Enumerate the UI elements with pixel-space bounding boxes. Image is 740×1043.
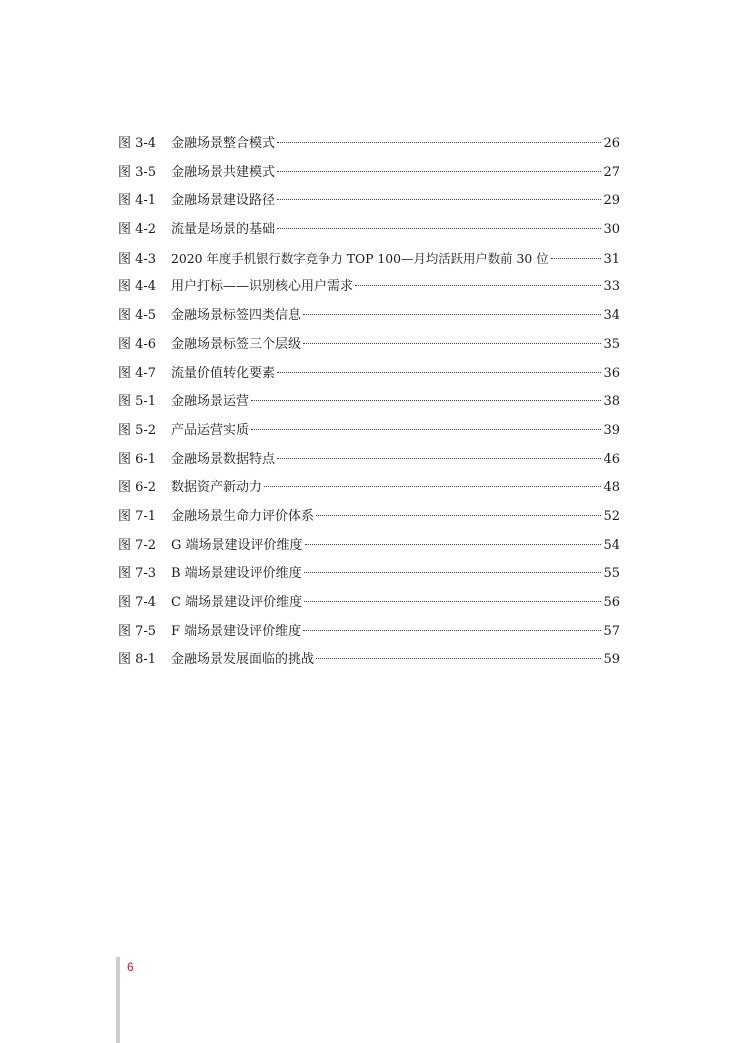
figure-page: 52 <box>603 508 620 524</box>
figure-list <box>118 130 620 675</box>
leader-dots <box>305 543 602 545</box>
leader-dots <box>277 141 601 143</box>
figure-page: 36 <box>603 365 620 381</box>
figure-title: 金融场景共建模式 <box>171 164 276 180</box>
figure-label: 图 4-7 <box>118 365 157 381</box>
figure-label: 图 8-1 <box>118 652 157 668</box>
figure-page: 54 <box>603 537 620 553</box>
figure-label: 图 4-3 <box>118 251 157 267</box>
figure-page: 59 <box>603 652 620 668</box>
toc-row[interactable] <box>118 388 620 417</box>
toc-row[interactable] <box>118 589 620 618</box>
toc-row[interactable] <box>118 273 620 302</box>
figure-label: 图 4-2 <box>118 222 157 238</box>
figure-page: 27 <box>603 164 620 180</box>
toc-row[interactable] <box>118 159 620 188</box>
figure-title: C 端场景建设评价维度 <box>171 595 303 610</box>
figure-title: F 端场景建设评价维度 <box>171 623 302 639</box>
figure-page: 38 <box>603 394 620 410</box>
figure-title: 产品运营实质 <box>171 422 250 438</box>
figure-page: 39 <box>603 422 620 438</box>
toc-row[interactable] <box>118 216 620 245</box>
leader-dots <box>303 342 601 344</box>
toc-row[interactable] <box>118 618 620 647</box>
toc-row[interactable] <box>118 302 620 331</box>
figure-label: 图 7-5 <box>118 623 157 639</box>
figure-page: 30 <box>603 222 620 238</box>
figure-title: 金融场景建设路径 <box>171 193 276 209</box>
figure-title: 流量价值转化要素 <box>171 365 276 381</box>
figure-label: 图 7-1 <box>118 508 157 524</box>
leader-dots <box>304 600 601 602</box>
figure-label: 图 3-4 <box>118 136 157 151</box>
toc-row[interactable] <box>118 532 620 561</box>
figure-page: 55 <box>603 566 620 582</box>
leader-dots <box>251 428 601 430</box>
toc-row[interactable] <box>118 560 620 589</box>
leader-dots <box>316 514 601 516</box>
figure-label: 图 4-4 <box>118 279 157 295</box>
leader-dots <box>251 399 601 401</box>
leader-dots <box>316 657 601 659</box>
figure-title: 流量是场景的基础 <box>171 222 276 238</box>
figure-label: 图 6-1 <box>118 451 157 467</box>
figure-page: 48 <box>603 480 620 496</box>
figure-title: 金融场景标签四类信息 <box>171 308 302 324</box>
figure-title: 金融场景发展面临的挑战 <box>171 652 315 668</box>
figure-label: 图 5-2 <box>118 422 157 438</box>
figure-page: 26 <box>603 136 620 151</box>
figure-page: 56 <box>603 595 620 610</box>
toc-row[interactable] <box>118 446 620 475</box>
figure-label: 图 7-4 <box>118 595 157 610</box>
figure-label: 图 4-5 <box>118 308 157 324</box>
leader-dots <box>264 485 601 487</box>
figure-title: G 端场景建设评价维度 <box>171 537 303 553</box>
toc-row[interactable] <box>118 503 620 532</box>
leader-dots <box>303 629 601 631</box>
leader-dots <box>304 571 602 573</box>
toc-row[interactable] <box>118 245 620 274</box>
toc-row[interactable] <box>118 417 620 446</box>
figure-title: B 端场景建设评价维度 <box>171 566 302 582</box>
figure-label: 图 5-1 <box>118 394 157 410</box>
figure-label: 图 7-3 <box>118 566 157 582</box>
leader-dots <box>277 371 601 373</box>
figure-label: 图 4-1 <box>118 193 157 209</box>
toc-row[interactable] <box>118 360 620 389</box>
figure-page: 46 <box>603 451 620 467</box>
figure-title: 2020 年度手机银行数字竞争力 TOP 100—月均活跃用户数前 30 位 <box>171 250 549 266</box>
figure-title: 金融场景标签三个层级 <box>171 336 302 352</box>
leader-dots <box>277 457 601 459</box>
figure-page: 33 <box>603 279 620 295</box>
leader-dots <box>551 257 602 259</box>
leader-dots <box>277 170 601 172</box>
figure-title: 金融场景生命力评价体系 <box>171 508 315 524</box>
toc-row[interactable] <box>118 646 620 675</box>
toc-row[interactable] <box>118 130 620 159</box>
margin-bar <box>116 957 120 1043</box>
figure-title: 用户打标——识别核心用户需求 <box>171 279 354 295</box>
figure-label: 图 6-2 <box>118 480 157 496</box>
figure-page: 34 <box>603 308 620 324</box>
leader-dots <box>277 198 601 200</box>
figure-page: 29 <box>603 193 620 209</box>
figure-label: 图 4-6 <box>118 336 157 352</box>
figure-page: 57 <box>603 623 620 639</box>
leader-dots <box>277 227 601 229</box>
figure-title: 金融场景整合模式 <box>171 136 276 151</box>
toc-row[interactable] <box>118 187 620 216</box>
figure-title: 金融场景数据特点 <box>171 451 276 467</box>
leader-dots <box>355 284 601 286</box>
figure-label: 图 3-5 <box>118 164 157 180</box>
toc-row[interactable] <box>118 474 620 503</box>
toc-row[interactable] <box>118 331 620 360</box>
leader-dots <box>303 313 601 315</box>
figure-label: 图 7-2 <box>118 537 157 553</box>
figure-page: 35 <box>603 336 620 352</box>
figure-title: 数据资产新动力 <box>171 480 263 496</box>
page-number: 6 <box>127 960 134 974</box>
figure-title: 金融场景运营 <box>171 394 250 410</box>
figure-page: 31 <box>603 251 620 267</box>
